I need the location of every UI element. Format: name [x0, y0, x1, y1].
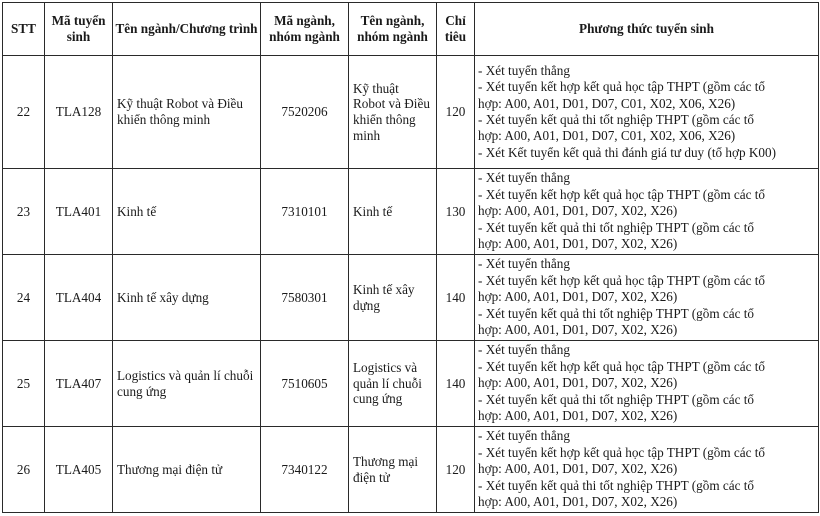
method-line: - Xét tuyển thẳng — [478, 256, 570, 272]
cell-phuong-thuc — [475, 255, 819, 341]
cell-ten-nganh: Thương mại điện tử — [349, 427, 437, 513]
method-line: - Xét tuyển kết hợp kết quả học tập THPT (gồm các tổ — [478, 272, 766, 288]
cell-ten-nganh: Kinh tế xây dựng — [349, 255, 437, 341]
table-row — [3, 255, 819, 341]
cell-ten-chuong-trinh: Kinh tế xây dựng — [113, 255, 261, 341]
cell-ma-tuyen-sinh: TLA405 — [45, 427, 113, 513]
method-line: hợp: A00, A01, D01, D07, X02, X26) — [478, 322, 678, 338]
cell-ten-chuong-trinh: Kinh tế — [113, 169, 261, 255]
cell-ten-chuong-trinh: Logistics và quản lí chuỗi cung ứng — [113, 341, 261, 427]
method-line: - Xét tuyển kết hợp kết quả học tập THPT (gồm các tổ — [478, 79, 766, 95]
table-row — [3, 427, 819, 513]
cell-ma-tuyen-sinh: TLA407 — [45, 341, 113, 427]
method-line: hợp: A00, A01, D01, D07, C01, X02, X06, X26) — [478, 128, 736, 144]
method-line: - Xét tuyển thẳng — [478, 62, 570, 78]
method-line: - Xét tuyển thẳng — [478, 342, 570, 358]
cell-phuong-thuc — [475, 341, 819, 427]
cell-phuong-thuc — [475, 169, 819, 255]
cell-phuong-thuc — [475, 427, 819, 513]
table-row — [3, 56, 819, 169]
cell-stt: 23 — [3, 169, 45, 255]
method-line: hợp: A00, A01, D01, D07, X02, X26) — [478, 203, 678, 219]
header-ten-nganh: Tên ngành, nhóm ngành — [349, 3, 437, 56]
cell-ma-tuyen-sinh: TLA404 — [45, 255, 113, 341]
cell-ten-nganh: Logistics và quản lí chuỗi cung ứng — [349, 341, 437, 427]
header-stt: STT — [3, 3, 45, 56]
method-line: hợp: A00, A01, D01, D07, X02, X26) — [478, 408, 678, 424]
admissions-table — [2, 2, 819, 513]
method-line: hợp: A00, A01, D01, D07, C01, X02, X06, X26) — [478, 95, 736, 111]
header-ma-tuyen-sinh: Mã tuyển sinh — [45, 3, 113, 56]
method-line: - Xét tuyển kết hợp kết quả học tập THPT (gồm các tổ — [478, 186, 766, 202]
method-line: hợp: A00, A01, D01, D07, X02, X26) — [478, 494, 678, 510]
method-line: - Xét tuyển thẳng — [478, 428, 570, 444]
method-line: hợp: A00, A01, D01, D07, X02, X26) — [478, 375, 678, 391]
cell-ten-nganh: Kỹ thuật Robot và Điều khiển thông minh — [349, 56, 437, 169]
method-line: - Xét tuyển kết hợp kết quả học tập THPT (gồm các tổ — [478, 358, 766, 374]
cell-stt: 26 — [3, 427, 45, 513]
cell-chi-tieu: 130 — [437, 169, 475, 255]
table-row — [3, 341, 819, 427]
method-line: - Xét tuyển kết hợp kết quả học tập THPT (gồm các tổ — [478, 444, 766, 460]
method-line: hợp: A00, A01, D01, D07, X02, X26) — [478, 461, 678, 477]
cell-ma-nganh: 7340122 — [261, 427, 349, 513]
cell-ma-nganh: 7580301 — [261, 255, 349, 341]
method-line: hợp: A00, A01, D01, D07, X02, X26) — [478, 289, 678, 305]
cell-ten-chuong-trinh: Kỹ thuật Robot và Điều khiển thông minh — [113, 56, 261, 169]
cell-stt: 22 — [3, 56, 45, 169]
header-ma-nganh: Mã ngành, nhóm ngành — [261, 3, 349, 56]
cell-stt: 24 — [3, 255, 45, 341]
cell-chi-tieu: 120 — [437, 427, 475, 513]
method-line: - Xét tuyển kết quả thi tốt nghiệp THPT (gồm các tổ — [478, 391, 755, 407]
cell-phuong-thuc — [475, 56, 819, 169]
method-line: hợp: A00, A01, D01, D07, X02, X26) — [478, 236, 678, 252]
cell-ten-chuong-trinh: Thương mại điện tử — [113, 427, 261, 513]
header-phuong-thuc: Phương thức tuyển sinh — [475, 3, 819, 56]
cell-ma-tuyen-sinh: TLA128 — [45, 56, 113, 169]
cell-chi-tieu: 120 — [437, 56, 475, 169]
cell-stt: 25 — [3, 341, 45, 427]
header-chi-tieu: Chỉ tiêu — [437, 3, 475, 56]
cell-ten-nganh: Kinh tế — [349, 169, 437, 255]
method-line: - Xét tuyển kết quả thi tốt nghiệp THPT (gồm các tổ — [478, 112, 755, 127]
table-row — [3, 169, 819, 255]
cell-ma-tuyen-sinh: TLA401 — [45, 169, 113, 255]
method-line: - Xét tuyển thẳng — [478, 170, 570, 186]
method-line: - Xét tuyển kết quả thi tốt nghiệp THPT (gồm các tổ — [478, 305, 755, 321]
method-line: - Xét Kết tuyển kết quả thi đánh giá tư duy (tổ hợp K00) — [478, 144, 776, 160]
method-line: - Xét tuyển kết quả thi tốt nghiệp THPT (gồm các tổ — [478, 219, 755, 235]
cell-ma-nganh: 7510605 — [261, 341, 349, 427]
cell-ma-nganh: 7310101 — [261, 169, 349, 255]
header-row — [3, 3, 819, 56]
header-ten-chuong-trinh: Tên ngành/Chương trình — [113, 3, 261, 56]
cell-chi-tieu: 140 — [437, 341, 475, 427]
method-line: - Xét tuyển kết quả thi tốt nghiệp THPT (gồm các tổ — [478, 477, 755, 493]
cell-ma-nganh: 7520206 — [261, 56, 349, 169]
cell-chi-tieu: 140 — [437, 255, 475, 341]
